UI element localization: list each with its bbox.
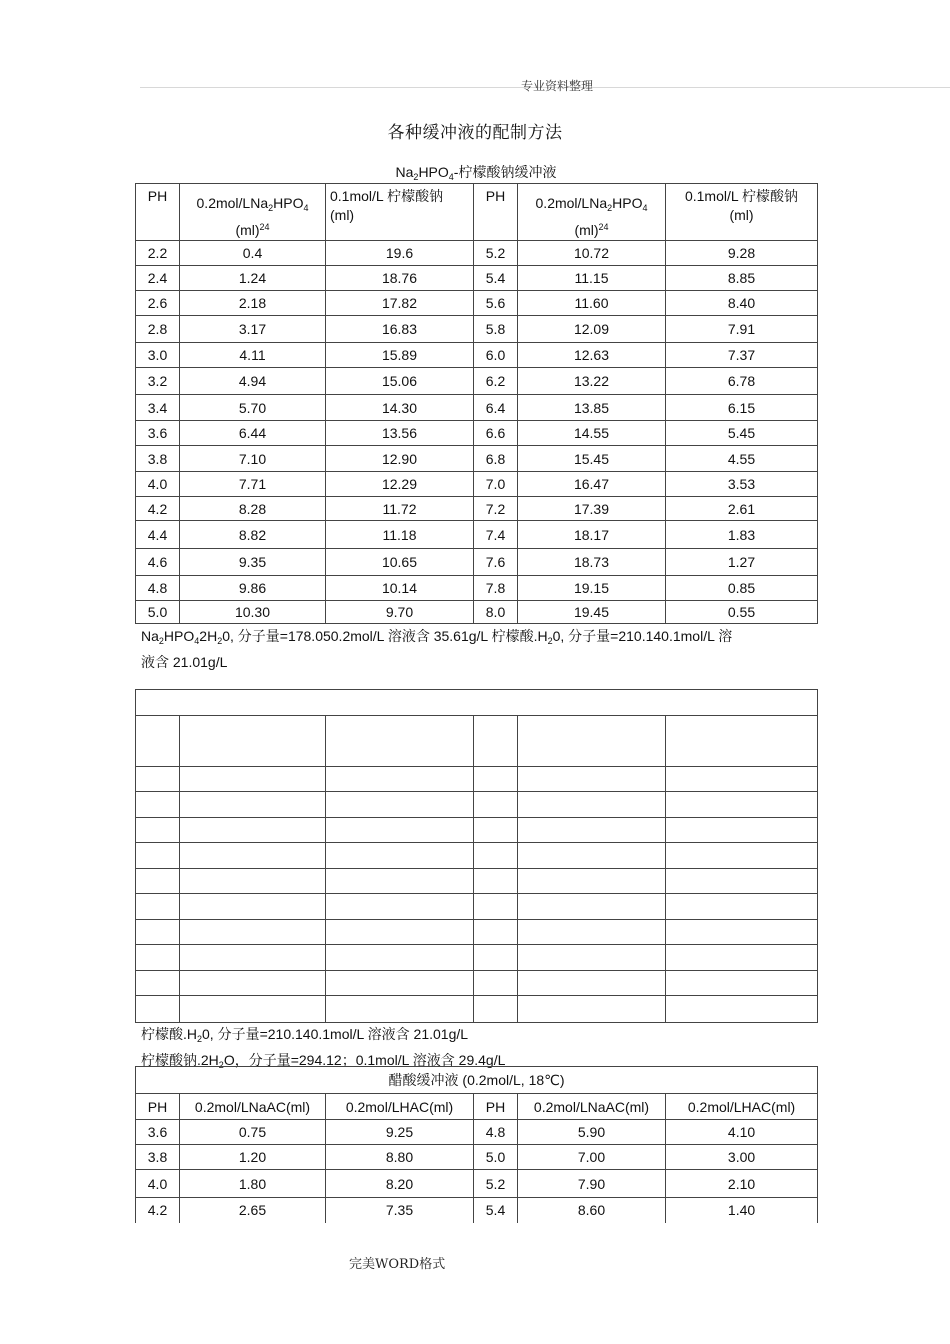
empty-cell — [518, 818, 666, 843]
cell-na2hpo4-ml-2: 18.17 — [518, 521, 666, 549]
table-row — [136, 395, 818, 421]
cell-sodium-citrate-ml: 12.90 — [326, 446, 474, 472]
cell-sodium-citrate-ml-2: 8.85 — [666, 266, 818, 291]
empty-cell — [180, 894, 326, 920]
cell-na2hpo4-ml-2: 17.39 — [518, 497, 666, 521]
cell-na2hpo4-ml: 8.28 — [180, 497, 326, 521]
table-row — [136, 497, 818, 521]
empty-cell — [136, 869, 180, 894]
empty-cell — [666, 971, 818, 996]
col-header-naac-ml: 0.2mol/LNaAC(ml) — [180, 1094, 326, 1120]
empty-cell — [180, 843, 326, 869]
empty-cell — [666, 843, 818, 869]
empty-cell — [474, 971, 518, 996]
empty-cell — [326, 971, 474, 996]
cell-naac-ml: 1.20 — [180, 1145, 326, 1170]
table3-caption-row — [136, 1067, 818, 1094]
cell-naac-ml-2: 8.60 — [518, 1198, 666, 1223]
cell-na2hpo4-ml: 0.4 — [180, 241, 326, 266]
empty-cell — [136, 920, 180, 945]
cell-ph: 4.4 — [136, 521, 180, 549]
cell-hac-ml-2: 4.10 — [666, 1120, 818, 1145]
cell-ph: 2.8 — [136, 316, 180, 343]
empty-cell — [518, 894, 666, 920]
cell-sodium-citrate-ml: 16.83 — [326, 316, 474, 343]
empty-cell — [666, 894, 818, 920]
empty-row — [136, 920, 818, 945]
cell-sodium-citrate-ml-2: 5.45 — [666, 421, 818, 446]
empty-table — [135, 689, 818, 1023]
empty-cell — [474, 894, 518, 920]
cell-ph-2: 5.4 — [474, 1198, 518, 1223]
cell-naac-ml-2: 7.90 — [518, 1170, 666, 1198]
empty-row — [136, 818, 818, 843]
cell-ph-2: 5.2 — [474, 241, 518, 266]
cell-ph-2: 6.8 — [474, 446, 518, 472]
cell-na2hpo4-ml-2: 19.45 — [518, 601, 666, 624]
empty-cell — [474, 792, 518, 818]
cell-naac-ml: 0.75 — [180, 1120, 326, 1145]
cell-sodium-citrate-ml: 18.76 — [326, 266, 474, 291]
col-header-ph-2: PH — [474, 1094, 518, 1120]
cell-hac-ml: 9.25 — [326, 1120, 474, 1145]
col-header-sodium-citrate: 0.1mol/L 柠檬酸钠 (ml) — [326, 184, 474, 241]
cell-na2hpo4-ml: 1.24 — [180, 266, 326, 291]
cell-na2hpo4-ml: 5.70 — [180, 395, 326, 421]
cell-ph: 2.2 — [136, 241, 180, 266]
empty-cell — [326, 945, 474, 971]
cell-hac-ml: 8.20 — [326, 1170, 474, 1198]
cell-na2hpo4-ml: 7.10 — [180, 446, 326, 472]
empty-cell — [326, 843, 474, 869]
empty-cell — [518, 945, 666, 971]
empty-cell — [180, 869, 326, 894]
cell-na2hpo4-ml-2: 11.60 — [518, 291, 666, 316]
empty-cell — [474, 767, 518, 792]
col-header-hac-ml-2: 0.2mol/LHAC(ml) — [666, 1094, 818, 1120]
cell-ph: 3.6 — [136, 421, 180, 446]
empty-cell — [136, 945, 180, 971]
empty-cell — [518, 996, 666, 1023]
empty-cell — [136, 996, 180, 1023]
col-header-ph: PH — [136, 1094, 180, 1120]
cell-sodium-citrate-ml-2: 1.83 — [666, 521, 818, 549]
cell-sodium-citrate-ml: 13.56 — [326, 421, 474, 446]
cell-na2hpo4-ml-2: 15.45 — [518, 446, 666, 472]
col-header-sodium-citrate-2: 0.1mol/L 柠檬酸钠 (ml) — [666, 184, 818, 241]
empty-cell — [474, 869, 518, 894]
cell-hac-ml-2: 2.10 — [666, 1170, 818, 1198]
cell-ph-2: 7.0 — [474, 472, 518, 497]
empty-row — [136, 971, 818, 996]
empty-cell — [326, 792, 474, 818]
col-header-ph-2: PH — [474, 184, 518, 241]
cell-ph-2: 5.4 — [474, 266, 518, 291]
cell-ph-2: 5.2 — [474, 1170, 518, 1198]
footer-label: 完美WORD格式 — [349, 1257, 446, 1272]
cell-na2hpo4-ml-2: 12.09 — [518, 316, 666, 343]
acetate-buffer-table — [135, 1066, 818, 1223]
cell-hac-ml: 8.80 — [326, 1145, 474, 1170]
empty-cell — [518, 869, 666, 894]
empty-cell — [474, 945, 518, 971]
cell-sodium-citrate-ml-2: 3.53 — [666, 472, 818, 497]
empty-cell — [136, 792, 180, 818]
empty-cell — [474, 818, 518, 843]
table-row — [136, 1145, 818, 1170]
empty-row — [136, 843, 818, 869]
table-header-row — [136, 184, 818, 241]
col-header-naac-ml-2: 0.2mol/LNaAC(ml) — [518, 1094, 666, 1120]
cell-ph-2: 6.0 — [474, 343, 518, 368]
cell-ph: 4.0 — [136, 1170, 180, 1198]
empty-cell — [326, 767, 474, 792]
table1-caption: $Na_2HPO_4-$柠檬酸钠缓冲液 — [395, 164, 557, 182]
empty-cell — [180, 792, 326, 818]
cell-na2hpo4-ml-2: 13.85 — [518, 395, 666, 421]
cell-ph: 4.8 — [136, 576, 180, 601]
cell-naac-ml-2: 7.00 — [518, 1145, 666, 1170]
table-row — [136, 421, 818, 446]
cell-ph-2: 7.2 — [474, 497, 518, 521]
table3-header-row — [136, 1094, 818, 1120]
table-row — [136, 549, 818, 576]
cell-na2hpo4-ml: 4.11 — [180, 343, 326, 368]
empty-cell — [518, 767, 666, 792]
cell-ph: 3.4 — [136, 395, 180, 421]
empty-caption-row — [136, 690, 818, 716]
empty-cell — [518, 843, 666, 869]
empty-cell — [136, 971, 180, 996]
cell-hac-ml-2: 1.40 — [666, 1198, 818, 1223]
note-na2hpo4-citric: $Na_2HPO_42H_20$, 分子量=178.050.2mol/L 溶液含 35.61g/L 柠檬酸$.H_20$, 分子量=210.140.1mol/L 溶 液含 21.01g/L — [141, 628, 733, 670]
empty-cell — [180, 920, 326, 945]
cell-ph: 3.8 — [136, 1145, 180, 1170]
cell-na2hpo4-ml: 9.86 — [180, 576, 326, 601]
empty-cell — [474, 843, 518, 869]
cell-ph: 3.6 — [136, 1120, 180, 1145]
note-citric-sodium-citrate: 柠檬酸$.H_20$, 分子量=210.140.1mol/L 溶液含 21.01g/L 柠檬酸钠$.2H_2O$，分子量=294.12；0.1mol/L 溶液含 29.4g/L — [141, 1026, 506, 1070]
table-row — [136, 446, 818, 472]
empty-cell — [474, 920, 518, 945]
cell-na2hpo4-ml-2: 18.73 — [518, 549, 666, 576]
cell-ph-2: 7.6 — [474, 549, 518, 576]
cell-sodium-citrate-ml-2: 0.55 — [666, 601, 818, 624]
cell-na2hpo4-ml-2: 16.47 — [518, 472, 666, 497]
table3-caption: 醋酸缓冲液 (0.2mol/L, 18℃) — [136, 1067, 818, 1094]
cell-hac-ml-2: 3.00 — [666, 1145, 818, 1170]
table-row — [136, 368, 818, 395]
cell-ph-2: 8.0 — [474, 601, 518, 624]
table-row — [136, 521, 818, 549]
na2hpo4-citrate-table — [135, 183, 818, 624]
empty-cell — [180, 971, 326, 996]
cell-ph-2: 6.4 — [474, 395, 518, 421]
cell-ph-2: 7.4 — [474, 521, 518, 549]
cell-na2hpo4-ml: 10.30 — [180, 601, 326, 624]
cell-na2hpo4-ml: 7.71 — [180, 472, 326, 497]
table-row — [136, 343, 818, 368]
empty-cell — [474, 996, 518, 1023]
cell-naac-ml: 1.80 — [180, 1170, 326, 1198]
empty-cell — [136, 894, 180, 920]
cell-ph-2: 6.2 — [474, 368, 518, 395]
cell-na2hpo4-ml: 4.94 — [180, 368, 326, 395]
cell-na2hpo4-ml: 2.18 — [180, 291, 326, 316]
cell-sodium-citrate-ml: 10.65 — [326, 549, 474, 576]
cell-sodium-citrate-ml-2: 8.40 — [666, 291, 818, 316]
cell-sodium-citrate-ml: 19.6 — [326, 241, 474, 266]
cell-sodium-citrate-ml-2: 7.91 — [666, 316, 818, 343]
empty-row — [136, 869, 818, 894]
cell-na2hpo4-ml: 8.82 — [180, 521, 326, 549]
cell-ph: 2.6 — [136, 291, 180, 316]
cell-sodium-citrate-ml: 14.30 — [326, 395, 474, 421]
empty-cell — [518, 971, 666, 996]
cell-sodium-citrate-ml-2: 2.61 — [666, 497, 818, 521]
empty-cell — [180, 996, 326, 1023]
empty-cell — [180, 945, 326, 971]
cell-sodium-citrate-ml-2: 1.27 — [666, 549, 818, 576]
cell-na2hpo4-ml-2: 14.55 — [518, 421, 666, 446]
cell-sodium-citrate-ml: 15.89 — [326, 343, 474, 368]
empty-row — [136, 792, 818, 818]
cell-ph: 2.4 — [136, 266, 180, 291]
empty-cell — [326, 996, 474, 1023]
empty-cell — [326, 894, 474, 920]
table-row — [136, 241, 818, 266]
cell-ph: 4.6 — [136, 549, 180, 576]
cell-sodium-citrate-ml: 11.72 — [326, 497, 474, 521]
cell-sodium-citrate-ml: 17.82 — [326, 291, 474, 316]
cell-ph: 5.0 — [136, 601, 180, 624]
empty-cell — [666, 869, 818, 894]
empty-cell — [136, 767, 180, 792]
cell-na2hpo4-ml: 9.35 — [180, 549, 326, 576]
empty-cell — [136, 818, 180, 843]
cell-na2hpo4-ml-2: 19.15 — [518, 576, 666, 601]
cell-sodium-citrate-ml-2: 6.78 — [666, 368, 818, 395]
cell-sodium-citrate-ml-2: 6.15 — [666, 395, 818, 421]
col-header-na2hpo4: $0.2mol/LNa_2HPO_4$ (ml)$^{24}$ — [180, 184, 326, 241]
cell-ph-2: 4.8 — [474, 1120, 518, 1145]
table-row — [136, 291, 818, 316]
empty-row — [136, 945, 818, 971]
cell-sodium-citrate-ml: 9.70 — [326, 601, 474, 624]
cell-ph-2: 5.8 — [474, 316, 518, 343]
cell-naac-ml-2: 5.90 — [518, 1120, 666, 1145]
cell-na2hpo4-ml-2: 10.72 — [518, 241, 666, 266]
cell-na2hpo4-ml-2: 11.15 — [518, 266, 666, 291]
cell-ph-2: 5.0 — [474, 1145, 518, 1170]
table-row — [136, 266, 818, 291]
table-row — [136, 1170, 818, 1198]
cell-sodium-citrate-ml-2: 0.85 — [666, 576, 818, 601]
cell-ph: 4.2 — [136, 497, 180, 521]
empty-row — [136, 767, 818, 792]
empty-cell — [666, 767, 818, 792]
cell-hac-ml: 7.35 — [326, 1198, 474, 1223]
empty-cell — [666, 920, 818, 945]
empty-row — [136, 894, 818, 920]
col-header-hac-ml: 0.2mol/LHAC(ml) — [326, 1094, 474, 1120]
cell-ph-2: 7.8 — [474, 576, 518, 601]
table-row — [136, 316, 818, 343]
empty-header-row — [136, 716, 818, 767]
cell-na2hpo4-ml-2: 12.63 — [518, 343, 666, 368]
col-header-ph: PH — [136, 184, 180, 241]
cell-ph: 3.8 — [136, 446, 180, 472]
cell-na2hpo4-ml: 6.44 — [180, 421, 326, 446]
table-row — [136, 576, 818, 601]
col-header-na2hpo4-2: $0.2mol/LNa_2HPO_4$ (ml)$^{24}$ — [518, 184, 666, 241]
cell-sodium-citrate-ml: 12.29 — [326, 472, 474, 497]
cell-sodium-citrate-ml-2: 9.28 — [666, 241, 818, 266]
cell-sodium-citrate-ml-2: 7.37 — [666, 343, 818, 368]
empty-cell — [666, 818, 818, 843]
cell-sodium-citrate-ml: 11.18 — [326, 521, 474, 549]
table-row — [136, 472, 818, 497]
cell-na2hpo4-ml-2: 13.22 — [518, 368, 666, 395]
empty-cell — [518, 792, 666, 818]
empty-cell — [136, 843, 180, 869]
empty-cell — [326, 869, 474, 894]
header-label: 专业资料整理 — [521, 79, 594, 93]
empty-cell — [180, 818, 326, 843]
empty-cell — [518, 920, 666, 945]
empty-cell — [666, 996, 818, 1023]
cell-sodium-citrate-ml: 10.14 — [326, 576, 474, 601]
cell-ph-2: 5.6 — [474, 291, 518, 316]
cell-na2hpo4-ml: 3.17 — [180, 316, 326, 343]
cell-sodium-citrate-ml: 15.06 — [326, 368, 474, 395]
empty-cell — [326, 920, 474, 945]
cell-ph: 3.0 — [136, 343, 180, 368]
empty-cell — [180, 767, 326, 792]
cell-sodium-citrate-ml-2: 4.55 — [666, 446, 818, 472]
page-title: 各种缓冲液的配制方法 — [387, 123, 563, 143]
empty-cell — [666, 945, 818, 971]
table-row — [136, 601, 818, 624]
cell-ph: 3.2 — [136, 368, 180, 395]
cell-ph-2: 6.6 — [474, 421, 518, 446]
table-row — [136, 1198, 818, 1223]
table-row — [136, 1120, 818, 1145]
cell-naac-ml: 2.65 — [180, 1198, 326, 1223]
empty-cell — [326, 818, 474, 843]
cell-ph: 4.2 — [136, 1198, 180, 1223]
empty-row — [136, 996, 818, 1023]
cell-ph: 4.0 — [136, 472, 180, 497]
empty-cell — [666, 792, 818, 818]
